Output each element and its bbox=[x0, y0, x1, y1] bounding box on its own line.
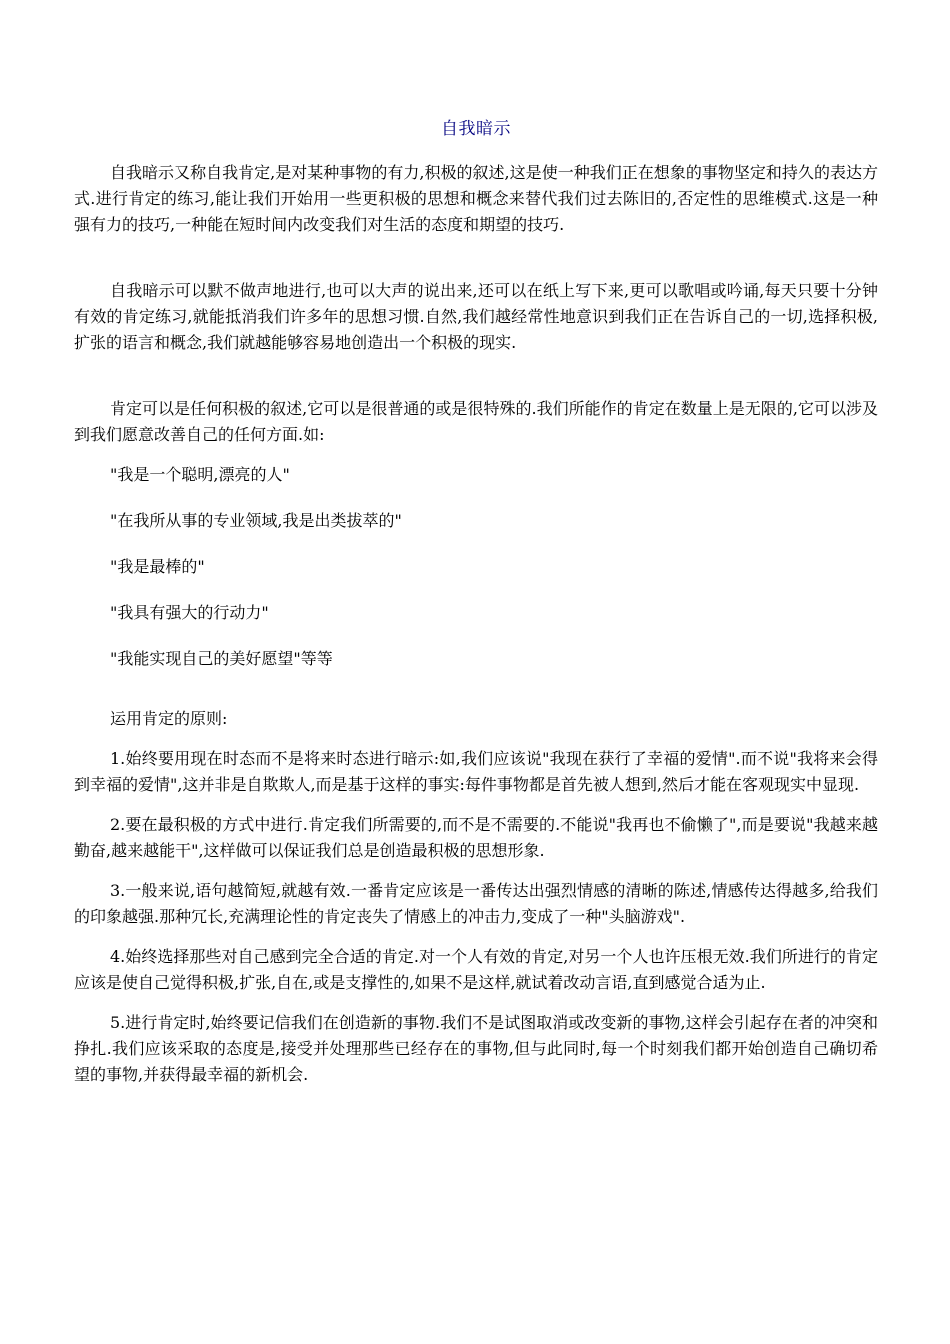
principles-heading: 运用肯定的原则: bbox=[110, 709, 228, 728]
spacer bbox=[74, 448, 878, 462]
spacer bbox=[74, 356, 878, 396]
spacer bbox=[74, 732, 878, 746]
spacer bbox=[74, 798, 878, 812]
principle-4: 4.始终选择那些对自己感到完全合适的肯定.对一个人有效的肯定,对另一个人也许压根无效.我们所进行的肯定应该是使自己觉得积极,扩张,自在,或是支撑性的,如果不是这样,就试着改动言语,直到感觉合适为止. bbox=[74, 947, 878, 992]
principle-5: 5.进行肯定时,始终要记信我们在创造新的事物.我们不是试图取消或改变新的事物,这样会引起存在者的冲突和挣扎.我们应该采取的态度是,接受并处理那些已经存在的事物,但与此同时,每一个时刻我们都开始创造自己确切希望的事物,并获得最幸福的新机会. bbox=[74, 1013, 878, 1084]
example-quote-3: "我是最棒的" bbox=[110, 557, 205, 576]
paragraph-intro-3: 肯定可以是任何积极的叙述,它可以是很普通的或是很特殊的.我们所能作的肯定在数量上是无限的,它可以涉及到我们愿意改善自己的任何方面.如: bbox=[74, 399, 878, 444]
document-title: 自我暗示 bbox=[441, 119, 511, 139]
spacer bbox=[74, 238, 878, 278]
example-quote-2: "在我所从事的专业领域,我是出类拔萃的" bbox=[110, 511, 402, 530]
paragraph-intro-2: 自我暗示可以默不做声地进行,也可以大声的说出来,还可以在纸上写下来,更可以歌唱或吟诵,每天只要十分钟有效的肯定练习,就能抵消我们许多年的思想习惯.自然,我们越经常性地意识到我们正在告诉自己的一切,选择积极,扩张的语言和概念,我们就越能够容易地创造出一个积极的现实. bbox=[74, 281, 878, 352]
example-quote-5: "我能实现自己的美好愿望"等等 bbox=[110, 649, 333, 668]
example-quote-4: "我具有强大的行动力" bbox=[110, 603, 269, 622]
principle-1: 1.始终要用现在时态而不是将来时态进行暗示:如,我们应该说"我现在获行了幸福的爱情".而不说"我将来会得到幸福的爱情",这并非是自欺欺人,而是基于这样的事实:每件事物都是首先被人想到,然后才能在客观现实中显现. bbox=[74, 749, 878, 794]
paragraph-intro-1: 自我暗示又称自我肯定,是对某种事物的有力,积极的叙述,这是使一种我们正在想象的事物坚定和持久的表达方式.进行肯定的练习,能让我们开始用一些更积极的思想和概念来替代我们过去陈旧的,否定性的思维模式.这是一种强有力的技巧,一种能在短时间内改变我们对生活的态度和期望的技巧. bbox=[74, 163, 878, 234]
spacer bbox=[74, 692, 878, 706]
principle-3: 3.一般来说,语句越简短,就越有效.一番肯定应该是一番传达出强烈情感的清晰的陈述,情感传达得越多,给我们的印象越强.那种冗长,充满理论性的肯定丧失了情感上的冲击力,变成了一种"头脑游戏". bbox=[74, 881, 878, 926]
spacer bbox=[74, 930, 878, 944]
spacer bbox=[74, 864, 878, 878]
spacer bbox=[74, 996, 878, 1010]
principle-2: 2.要在最积极的方式中进行.肯定我们所需要的,而不是不需要的.不能说"我再也不偷懒了",而是要说"我越来越勤奋,越来越能干",这样做可以保证我们总是创造最积极的思想形象. bbox=[74, 815, 878, 860]
example-quote-1: "我是一个聪明,漂亮的人" bbox=[110, 465, 290, 484]
